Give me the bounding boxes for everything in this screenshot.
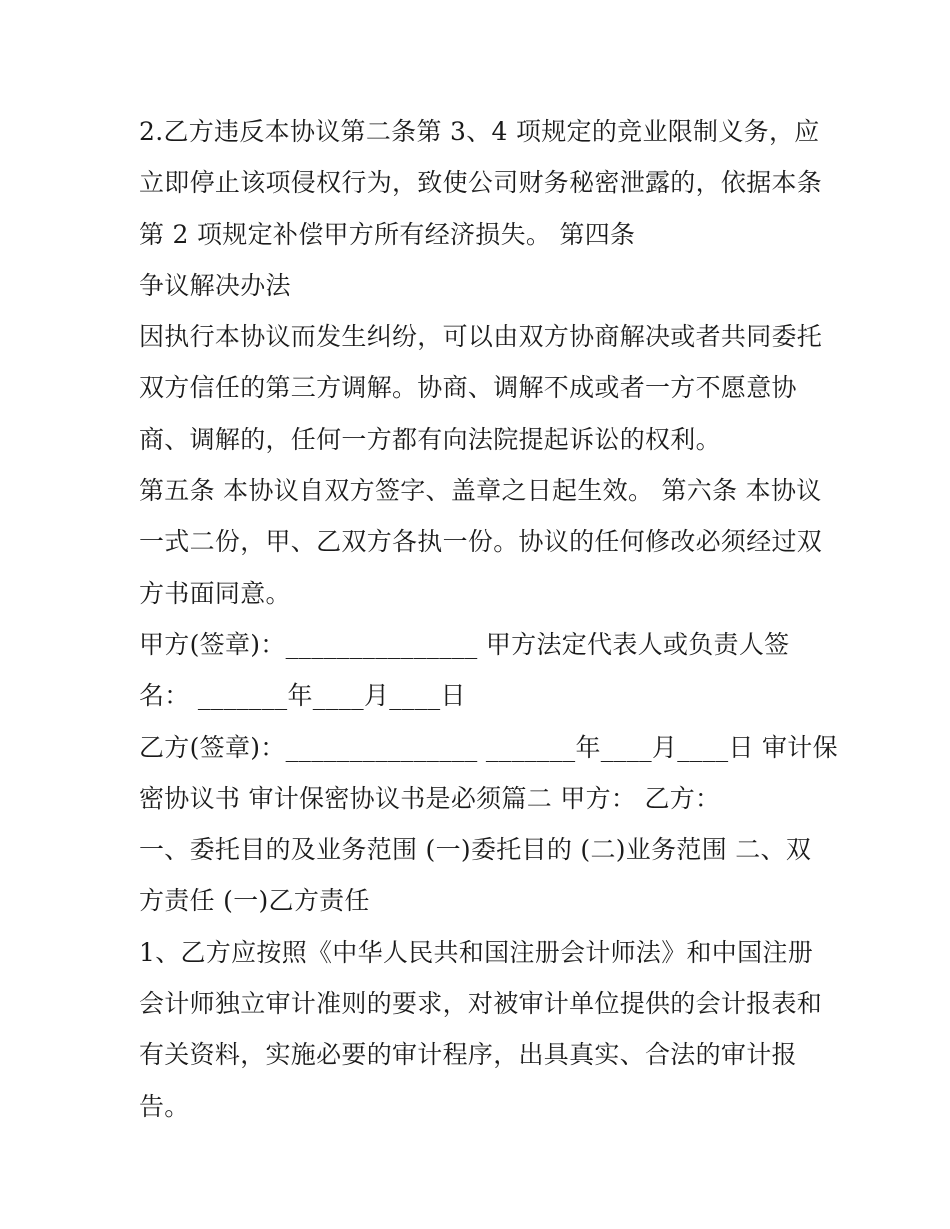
text-line: 方书面同意。 [139,578,291,608]
text-line: 2.乙方违反本协议第二条第 3、4 项规定的竞业限制义务，应 [139,117,820,146]
text-line: 1、乙方应按照《中华人民共和国注册会计师法》和中国注册 [139,937,814,967]
document-body [139,106,838,1132]
signature-line: 乙方(签章)：_______________ _______年____月____日 审计保 [139,732,838,762]
signature-line: 甲方(签章)：_______________ 甲方法定代表人或负责人签 [139,629,790,659]
text-line: 第 2 项规定补偿甲方所有经济损失。 第四条 [139,219,636,249]
text-line: 商、调解的，任何一方都有向法院提起诉讼的权利。 [139,424,721,454]
text-line: 争议解决办法 [139,270,291,300]
text-line: 双方信任的第三方调解。协商、调解不成或者一方不愿意协 [139,373,797,403]
text-line: 有关资料，实施必要的审计程序，出具真实、合法的审计报 [139,1040,797,1070]
text-line: 密协议书 审计保密协议书是必须篇二 甲方： 乙方： [139,783,721,813]
text-line: 方责任 (一)乙方责任 [139,886,370,916]
text-line: 立即停止该项侵权行为，致使公司财务秘密泄露的，依据本条 [139,168,823,198]
text-line: 一、委托目的及业务范围 (一)委托目的 (二)业务范围 二、双 [139,835,812,865]
text-line: 因执行本协议而发生纠纷，可以由双方协商解决或者共同委托 [139,322,823,352]
text-line: 一式二份，甲、乙双方各执一份。协议的任何修改必须经过双 [139,527,823,557]
text-line: 第五条 本协议自双方签字、盖章之日起生效。 第六条 本协议 [139,476,822,506]
signature-line: 名： _______年____月____日 [139,681,466,711]
text-line: 告。 [139,1091,190,1121]
text-line: 会计师独立审计准则的要求，对被审计单位提供的会计报表和 [139,989,823,1019]
